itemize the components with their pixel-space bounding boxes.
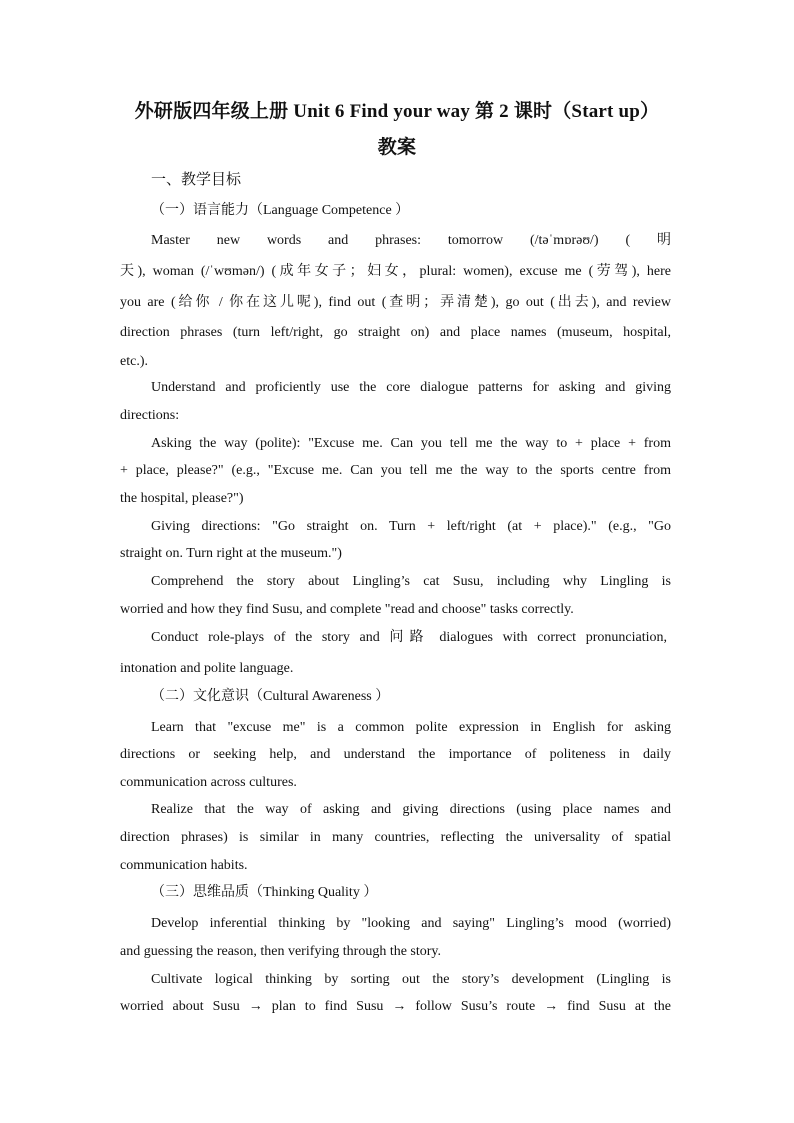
paragraph-line: Learn that "excuse me" is a common polite expression in English for asking — [151, 720, 671, 735]
paragraph-line: Master new words and phrases: tomorrow (/təˈmɒrəʊ/) ( 明 — [151, 233, 671, 248]
paragraph-line: worried about Susu → plan to find Susu → follow Susu’s route → find Susu at the — [120, 999, 671, 1014]
paragraph-line: Conduct role-plays of the story and 问路 dialogues with correct pronunciation, — [151, 630, 667, 645]
paragraph-line: Asking the way (polite): "Excuse me. Can you tell me the way to + place + from — [151, 436, 671, 451]
subsection-heading-language: （一）语言能力（Language Competence ） — [151, 203, 410, 218]
subsection-heading-thinking: （三）思维品质（Thinking Quality ） — [151, 885, 378, 900]
paragraph-line: direction phrases) is similar in many countries, reflecting the universality of spatial — [120, 830, 671, 845]
paragraph-line: worried and how they find Susu, and complete "read and choose" tasks correctly. — [120, 602, 574, 617]
paragraph-line: + place, please?" (e.g., "Excuse me. Can you tell me the way to the sports centre from — [120, 463, 671, 478]
paragraph-line: Develop inferential thinking by "looking and saying" Lingling’s mood (worried) — [151, 916, 671, 931]
paragraph-line: Comprehend the story about Lingling’s cat Susu, including why Lingling is — [151, 574, 671, 589]
paragraph-line: and guessing the reason, then verifying through the story. — [120, 944, 442, 959]
subsection-heading-cultural: （二）文化意识（Cultural Awareness ） — [151, 689, 390, 704]
paragraph-line: directions: — [120, 408, 180, 423]
paragraph-line: Understand and proficiently use the core dialogue patterns for asking and giving — [151, 380, 671, 395]
paragraph-line: Giving directions: "Go straight on. Turn + left/right (at + place)." (e.g., "Go — [151, 519, 671, 534]
paragraph-line: communication across cultures. — [120, 775, 297, 790]
document-title: 外研版四年级上册 Unit 6 Find your way 第 2 课时（Start up） — [134, 101, 660, 122]
paragraph-line: the hospital, please?") — [120, 491, 244, 506]
paragraph-line: Realize that the way of asking and giving directions (using place names and — [151, 802, 671, 817]
paragraph-line: you are (给你 / 你在这儿呢), find out (查明；弄清楚), go out (出去), and review — [120, 295, 671, 310]
section-heading-objectives: 一、教学目标 — [151, 172, 242, 188]
paragraph-line: Cultivate logical thinking by sorting out the story’s development (Lingling is — [151, 972, 671, 987]
paragraph-line: intonation and polite language. — [120, 661, 294, 676]
paragraph-line: direction phrases (turn left/right, go straight on) and place names (museum, hospital, — [120, 325, 671, 340]
paragraph-line: straight on. Turn right at the museum.") — [120, 546, 342, 561]
paragraph-line: directions or seeking help, and understand the importance of politeness in daily — [120, 747, 671, 762]
paragraph-line: etc.). — [120, 354, 148, 369]
paragraph-line: 天), woman (/ˈwʊmən/) (成年女子；妇女，plural: women), excuse me (劳驾), here — [120, 264, 671, 279]
document-title-suffix: 教案 — [377, 137, 417, 158]
paragraph-line: communication habits. — [120, 858, 248, 873]
